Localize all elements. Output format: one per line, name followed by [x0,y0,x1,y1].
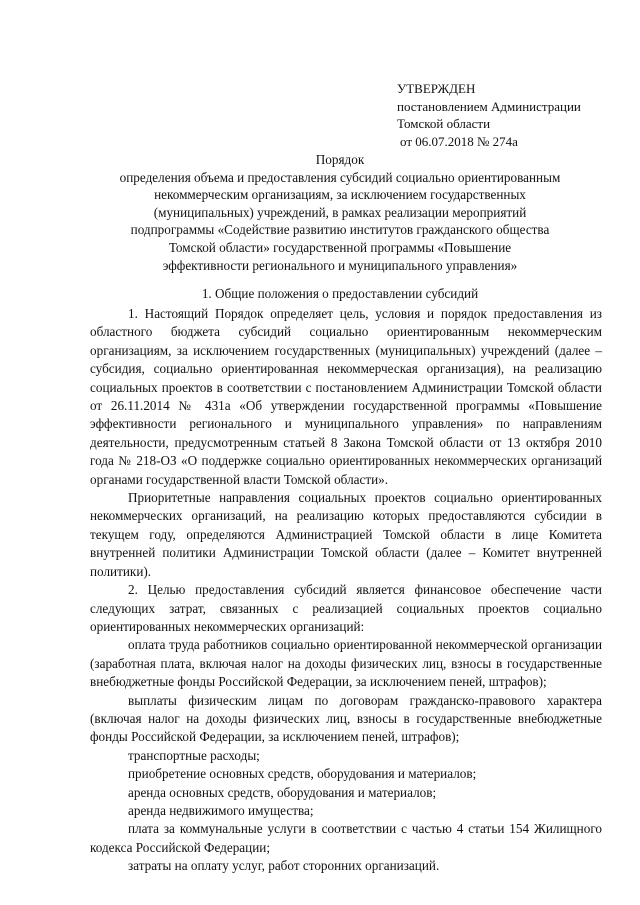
list-item: выплаты физическим лицам по договорам гражданско-правового характера (включая налог на доходы физических лиц, взносы в государственные внебюджетные фонды Российской Федерации, за исключением пеней, штрафов); [90,692,602,745]
list-item: аренда основных средств, оборудования и материалов; [128,784,437,800]
list-item: транспортные расходы; [128,747,260,763]
list-item: оплата труда работников социально ориентированной некоммерческой организации (заработная плата, включая налог на доходы физических лиц, взносы в государственные внебюджетные фонды Российской Федерации, за исключением пеней, штрафов); [90,637,602,690]
section-heading: 1. Общие положения о предоставлении субсидий [201,286,479,301]
paragraph: 2. Целью предоставления субсидий является финансовое обеспечение части следующих затрат, связанных с реализацией социальных проектов социально ориентированных некоммерческих организаций: [90,582,602,634]
list-item: приобретение основных средств, оборудования и материалов; [128,766,477,782]
approved-date: от 06.07.2018 № 274а [400,133,518,149]
title-line: некоммерческим организациям, за исключением государственных [154,187,526,203]
approved-region: Томской области [397,116,491,131]
list-item: аренда недвижимого имущества; [128,802,314,818]
document-title [70,151,610,274]
approved-by: постановлением Администрации [397,98,581,114]
paragraph: Приоритетные направления социальных проектов социально ориентированных некоммерческих организаций, на реализацию которых предоставляются субсидии в текущем году, определяются Администрацией Томской области в лице Комитета внутренней политики Администрации Томской области (далее – Комитет внутренней политики). [90,490,602,579]
approval-stamp [397,80,581,150]
title-line: Томской области» государственной программы «Повышение [168,239,512,255]
title-line: (муниципальных) учреждений, в рамках реализации мероприятий [153,204,527,220]
list-item: плата за коммунальные услуги в соответствии с частью 4 статьи 154 Жилищного кодекса Российской Федерации; [90,821,602,855]
title-line: определения объема и предоставления субсидий социально ориентированным [119,169,561,185]
title-line: эффективности регионального и муниципального управления» [162,257,518,273]
list-item: затраты на оплату услуг, работ сторонних организаций. [128,858,440,874]
title-heading: Порядок [315,152,365,167]
document-body [90,305,602,876]
paragraph: 1. Настоящий Порядок определяет цель, условия и порядок предоставления из областного бюджета субсидий социально ориентированным некоммерческим организациям, за исключением государственных (муниципальных) учреждений (далее – субсидия, социально ориентированная некоммерческая организация), на реализацию социальных проектов в соответствии с постановлением Администрации Томской области от 26.11.2014 № 431а «Об утверждении государственной программы «Повышение эффективности регионального и муниципального управления» по направлениям деятельности, предусмотренным статьей 8 Закона Томской области от 13 октября 2010 года № 218-ОЗ «О поддержке социально ориентированных некоммерческих организаций органами государственной власти Томской области». [90,306,602,487]
title-line: подпрограммы «Содействие развитию институтов гражданского общества [130,222,550,238]
approved-label: УТВЕРЖДЕН [397,81,476,96]
